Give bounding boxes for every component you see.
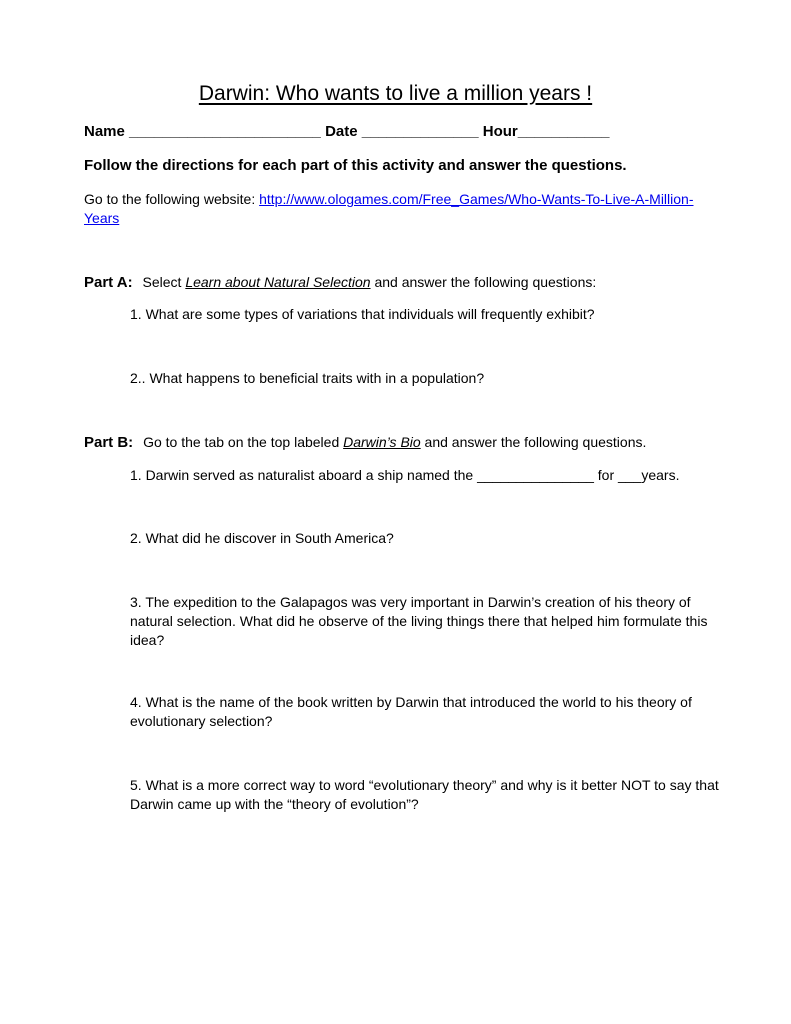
worksheet-title: Darwin: Who wants to live a million years !: [198, 82, 593, 105]
part-b-question-4: 4. What is the name of the book written by Darwin that introduced the world to his theory of evolutionary selection?: [130, 694, 692, 729]
student-info-line: [84, 123, 610, 140]
part-a-tab-name: Learn about Natural Selection: [185, 274, 371, 290]
part-b-tab-name: Darwin’s Bio: [343, 434, 421, 450]
part-a-question-2: 2.. What happens to beneficial traits with in a population?: [130, 370, 485, 386]
hour-label: Hour: [482, 123, 518, 140]
part-b-heading: [84, 434, 646, 451]
directions: Follow the directions for each part of this activity and answer the questions.: [84, 157, 627, 174]
part-b-question-1: 1. Darwin served as naturalist aboard a ship named the _______________ for ___years.: [130, 467, 680, 483]
name-label: Name: [84, 123, 125, 140]
part-a-label: Part A:: [84, 274, 133, 291]
part-a-question-1: 1. What are some types of variations that individuals will frequently exhibit?: [130, 306, 595, 322]
website-link[interactable]: http://www.ologames.com/Free_Games/Who-Wants-To-Live-A-Million- Years: [84, 191, 694, 226]
hour-blank: ___________: [517, 123, 610, 140]
part-b-question-2: 2. What did he discover in South America?: [130, 530, 394, 546]
part-b-question-3: 3. The expedition to the Galapagos was very important in Darwin’s creation of his theory of natural selection. What did he observe of the living things there that helped him formulate this idea?: [130, 594, 708, 648]
part-b-label: Part B:: [84, 434, 134, 451]
part-a-instructions: Select Learn about Natural Selection and answer the following questions:: [142, 274, 597, 290]
part-b-question-5: 5. What is a more correct way to word “evolutionary theory” and why is it better NOT to say that Darwin came up with the “theory of evolution”?: [130, 777, 719, 812]
name-blank: _______________________: [129, 123, 321, 140]
website-prefix: Go to the following website:: [84, 191, 260, 207]
website-instruction: [84, 190, 724, 228]
part-b-instructions: Go to the tab on the top labeled Darwin’s Bio and answer the following questions.: [143, 434, 647, 450]
date-blank: ______________: [361, 123, 479, 140]
date-label: Date: [325, 123, 358, 140]
part-a-heading: [84, 274, 596, 291]
